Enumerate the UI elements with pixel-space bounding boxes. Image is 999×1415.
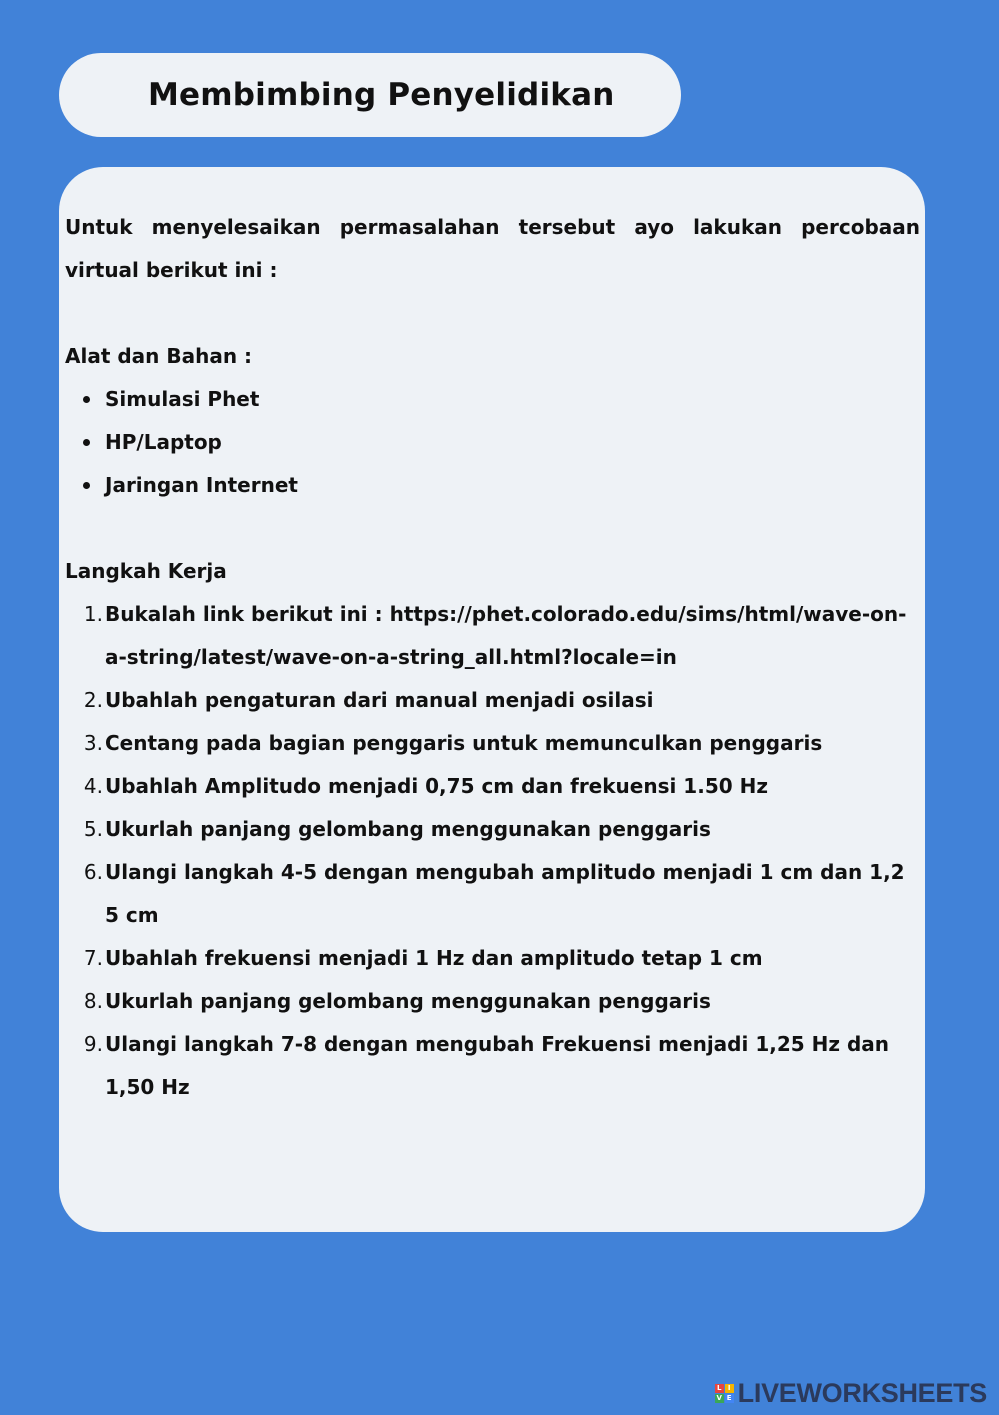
title-pill (59, 53, 681, 137)
step-item (65, 593, 920, 679)
step-number: 4. (83, 774, 103, 798)
logo-mark-letter: V (716, 1394, 722, 1402)
step-item (65, 851, 920, 937)
tools-item (65, 464, 920, 507)
step-item (65, 722, 920, 765)
step-number: 8. (83, 989, 103, 1013)
step-item (65, 1023, 920, 1109)
logo-mark-letter: I (725, 1384, 734, 1393)
logo-mark-icon (715, 1384, 734, 1403)
bullet-icon (83, 396, 90, 403)
spacer (65, 292, 920, 335)
tools-item (65, 421, 920, 464)
tools-item (65, 378, 920, 421)
intro-paragraph: Untuk menyelesaikan permasalahan tersebut ayo lakukan percobaan virtual berikut ini : (65, 215, 920, 282)
logo-mark-letter: L (715, 1384, 724, 1393)
step-number: 9. (83, 1032, 103, 1056)
card-content (65, 206, 920, 1109)
step-number: 6. (83, 860, 103, 884)
step-number: 7. (83, 946, 103, 970)
tools-item-label: Simulasi Phet (105, 387, 260, 411)
step-item (65, 765, 920, 808)
step-text: Ulangi langkah 4-5 dengan mengubah amplitudo menjadi 1 cm dan 1,25 cm (105, 860, 905, 927)
tools-item-label: Jaringan Internet (105, 473, 298, 497)
tools-item-label: HP/Laptop (105, 430, 222, 454)
step-number: 5. (83, 817, 103, 841)
step-item (65, 808, 920, 851)
step-text: Ukurlah panjang gelombang menggunakan penggaris (105, 817, 711, 841)
spacer (65, 507, 920, 550)
steps-list (65, 593, 920, 1109)
step-number: 3. (83, 731, 103, 755)
step-number: 1. (83, 602, 103, 626)
step-text: Centang pada bagian penggaris untuk memunculkan penggaris (105, 731, 823, 755)
step-text: Ubahlah frekuensi menjadi 1 Hz dan amplitudo tetap 1 cm (105, 946, 763, 970)
bullet-icon (83, 439, 90, 446)
bullet-icon (83, 482, 90, 489)
step-item (65, 679, 920, 722)
step-number: 2. (83, 688, 103, 712)
tools-heading: Alat dan Bahan : (65, 344, 253, 368)
liveworksheets-logo[interactable] (715, 1378, 987, 1409)
step-item (65, 980, 920, 1023)
step-text: Ubahlah pengaturan dari manual menjadi osilasi (105, 688, 654, 712)
step-text: Ubahlah Amplitudo menjadi 0,75 cm dan frekuensi 1.50 Hz (105, 774, 768, 798)
step-text: Ulangi langkah 7-8 dengan mengubah Frekuensi menjadi 1,25 Hz dan 1,50 Hz (105, 1032, 890, 1099)
steps-heading: Langkah Kerja (65, 559, 227, 583)
step-text: Ukurlah panjang gelombang menggunakan penggaris (105, 989, 711, 1013)
step-text: Bukalah link berikut ini : https://phet.colorado.edu/sims/html/wave-on-a-string/latest/wave-on-a-string_all.html?locale=in (105, 602, 907, 669)
logo-text: LIVEWORKSHEETS (737, 1378, 987, 1408)
page-title: Membimbing Penyelidikan (148, 77, 615, 113)
tools-list (65, 378, 920, 507)
step-item (65, 937, 920, 980)
logo-mark-letter: E (725, 1394, 734, 1403)
